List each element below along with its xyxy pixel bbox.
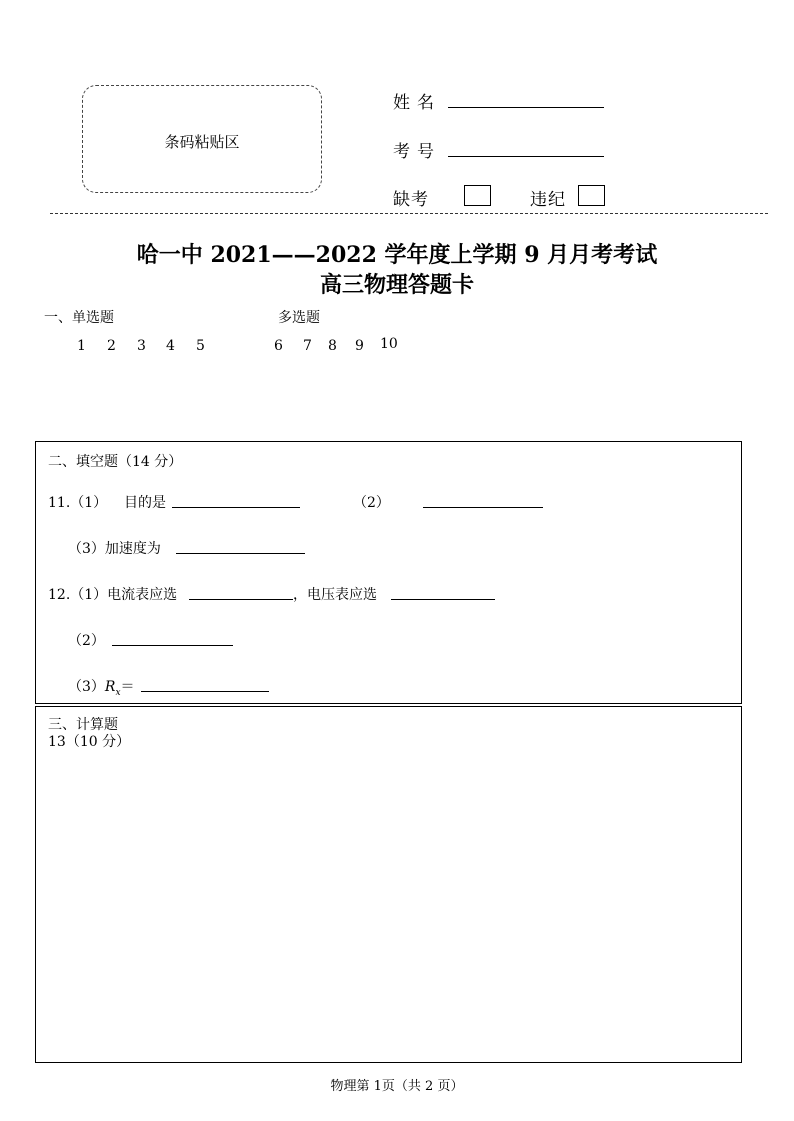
q12-part2-label: （2） xyxy=(68,633,105,649)
choice-number: 10 xyxy=(380,336,398,352)
choice-number: 2 xyxy=(107,338,116,354)
rx-subscript: x xyxy=(115,687,121,698)
cut-line-divider xyxy=(50,213,768,214)
q13-label: 13（10 分） xyxy=(48,734,131,750)
q12-ammeter-blank[interactable] xyxy=(189,599,293,600)
exam-title: 哈一中 2021——2022 学年度上学期 9 月月考考试 xyxy=(136,242,658,268)
choice-number: 9 xyxy=(355,338,364,354)
q11-purpose-label: 目的是 xyxy=(124,495,166,511)
choice-number: 7 xyxy=(303,338,312,354)
single-choice-heading: 一、单选题 xyxy=(44,310,114,326)
q12-part3-label: $(3)R_x=$ xyxy=(68,679,135,698)
q12-part1-label: 12.（1）电流表应选 xyxy=(48,587,178,603)
choice-number: 5 xyxy=(196,338,205,354)
violation-label: 违纪 xyxy=(530,190,566,210)
q11-part3-blank[interactable] xyxy=(176,553,305,554)
choice-number: 3 xyxy=(137,338,146,354)
name-field[interactable] xyxy=(448,107,604,108)
barcode-area-label: 条码粘贴区 xyxy=(164,133,240,151)
absent-checkbox[interactable] xyxy=(464,185,491,206)
multi-choice-heading: 多选题 xyxy=(278,310,320,326)
fill-in-heading: 二、填空题（14 分） xyxy=(48,454,183,470)
choice-number: 1 xyxy=(77,338,86,354)
calculation-heading: 三、计算题 xyxy=(48,717,118,733)
equals-sign: ＝ xyxy=(120,679,135,695)
exam-subtitle: 高三物理答题卡 xyxy=(319,272,474,298)
exam-id-field[interactable] xyxy=(448,156,604,157)
q11-part1-blank[interactable] xyxy=(172,507,300,508)
name-label: 姓名 xyxy=(393,93,441,113)
q11-part2-label: （2） xyxy=(353,495,390,511)
q11-part2-blank[interactable] xyxy=(423,507,543,508)
q11-part3-label: （3）加速度为 xyxy=(68,541,161,557)
q11-part1-label: 11.（1） xyxy=(48,495,108,511)
q12-voltmeter-blank[interactable] xyxy=(391,599,495,600)
violation-checkbox[interactable] xyxy=(578,185,605,206)
barcode-paste-area xyxy=(82,85,322,193)
page-footer: 物理第 1页（共 2 页） xyxy=(330,1079,464,1094)
absent-label: 缺考 xyxy=(393,190,429,210)
q12-voltmeter-label: ，电压表应选 xyxy=(293,587,377,603)
rx-symbol: R xyxy=(104,679,116,695)
exam-id-label: 考号 xyxy=(393,142,441,162)
choice-number: 8 xyxy=(328,338,337,354)
q12-part3-blank[interactable] xyxy=(141,691,269,692)
fill-in-section-box xyxy=(35,441,742,704)
choice-number: 6 xyxy=(274,338,283,354)
calculation-section-box[interactable] xyxy=(35,706,742,1063)
choice-number: 4 xyxy=(166,338,175,354)
q12-part2-blank[interactable] xyxy=(112,645,233,646)
